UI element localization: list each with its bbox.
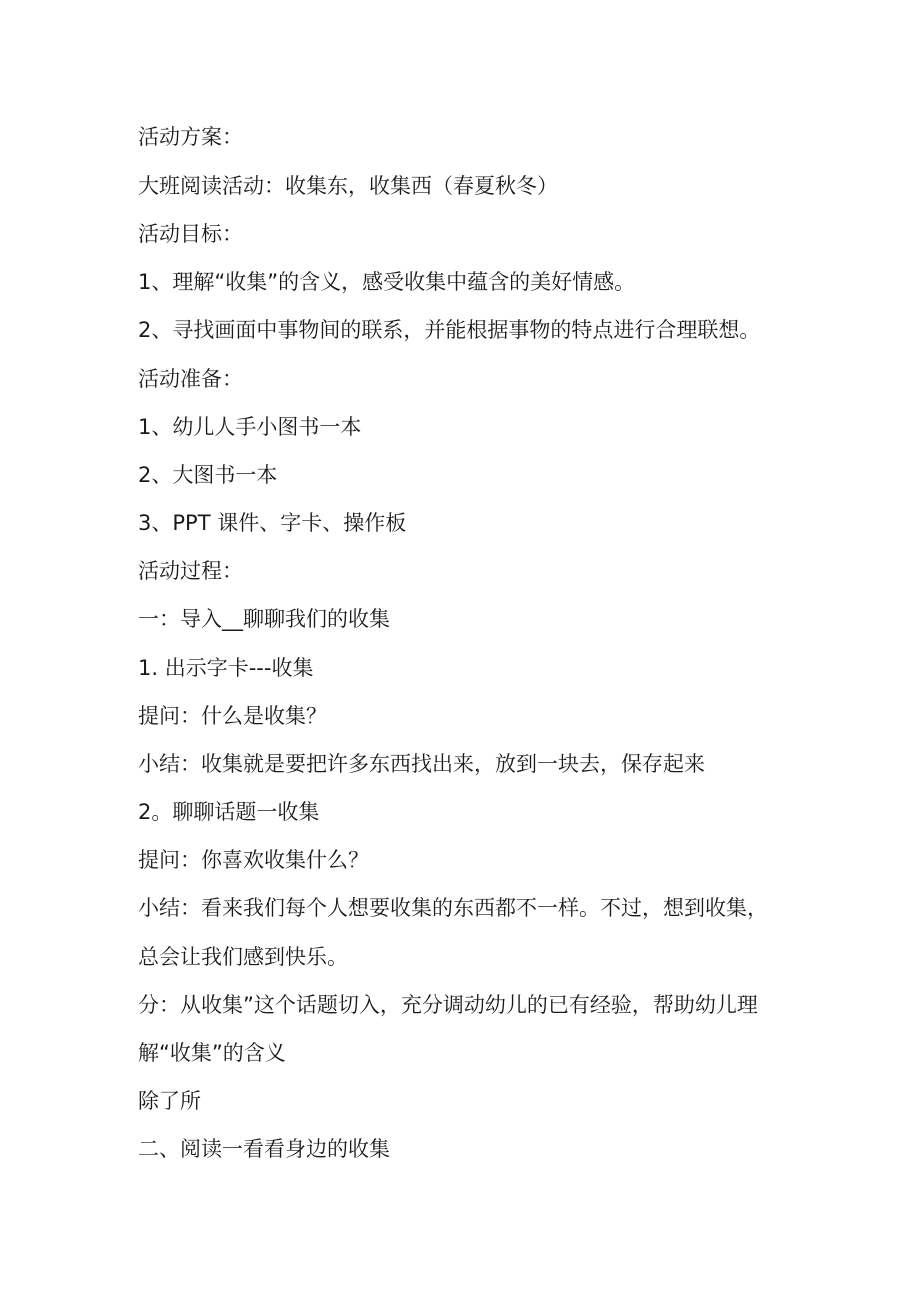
- text-line: 提问：你喜欢收集什么？: [138, 848, 369, 872]
- text-line: 小结：收集就是要把许多东西找出来，放到一块去，保存起来: [138, 752, 705, 776]
- text-line: 总会让我们感到快乐。: [138, 945, 348, 969]
- text-line: 1、幼儿人手小图书一本: [138, 415, 362, 439]
- text-line: 3、PPT 课件、字卡、操作板: [138, 511, 407, 535]
- text-line: 2。聊聊话题一收集: [138, 800, 320, 824]
- text-line: 1. 出示字卡---收集: [138, 656, 314, 680]
- text-line: 除了所: [138, 1089, 201, 1113]
- text-line: 大班阅读活动：收集东，收集西（春夏秋冬）: [138, 174, 558, 198]
- text-line: 一：导入__聊聊我们的收集: [138, 607, 390, 631]
- text-line: 1、理解“收集”的含义，感受收集中蕴含的美好情感。: [138, 270, 636, 294]
- text-line: 解“收集”的含义: [138, 1041, 286, 1065]
- text-line: 活动过程：: [138, 559, 243, 583]
- text-line: 活动准备：: [138, 367, 243, 391]
- text-line: 2、大图书一本: [138, 463, 278, 487]
- text-line: 2、寻找画面中事物间的联系，并能根据事物的特点进行合理联想。: [138, 318, 761, 342]
- text-line: 小结：看来我们每个人想要收集的东西都不一样。不过，想到收集，: [138, 896, 768, 920]
- text-line: 分：从收集”这个话题切入，充分调动幼儿的已有经验，帮助幼儿理: [138, 993, 758, 1017]
- text-line: 活动目标：: [138, 222, 243, 246]
- text-line: 提问：什么是收集？: [138, 704, 327, 728]
- text-line: 二、阅读一看看身边的收集: [138, 1137, 390, 1161]
- text-line: 活动方案：: [138, 125, 243, 149]
